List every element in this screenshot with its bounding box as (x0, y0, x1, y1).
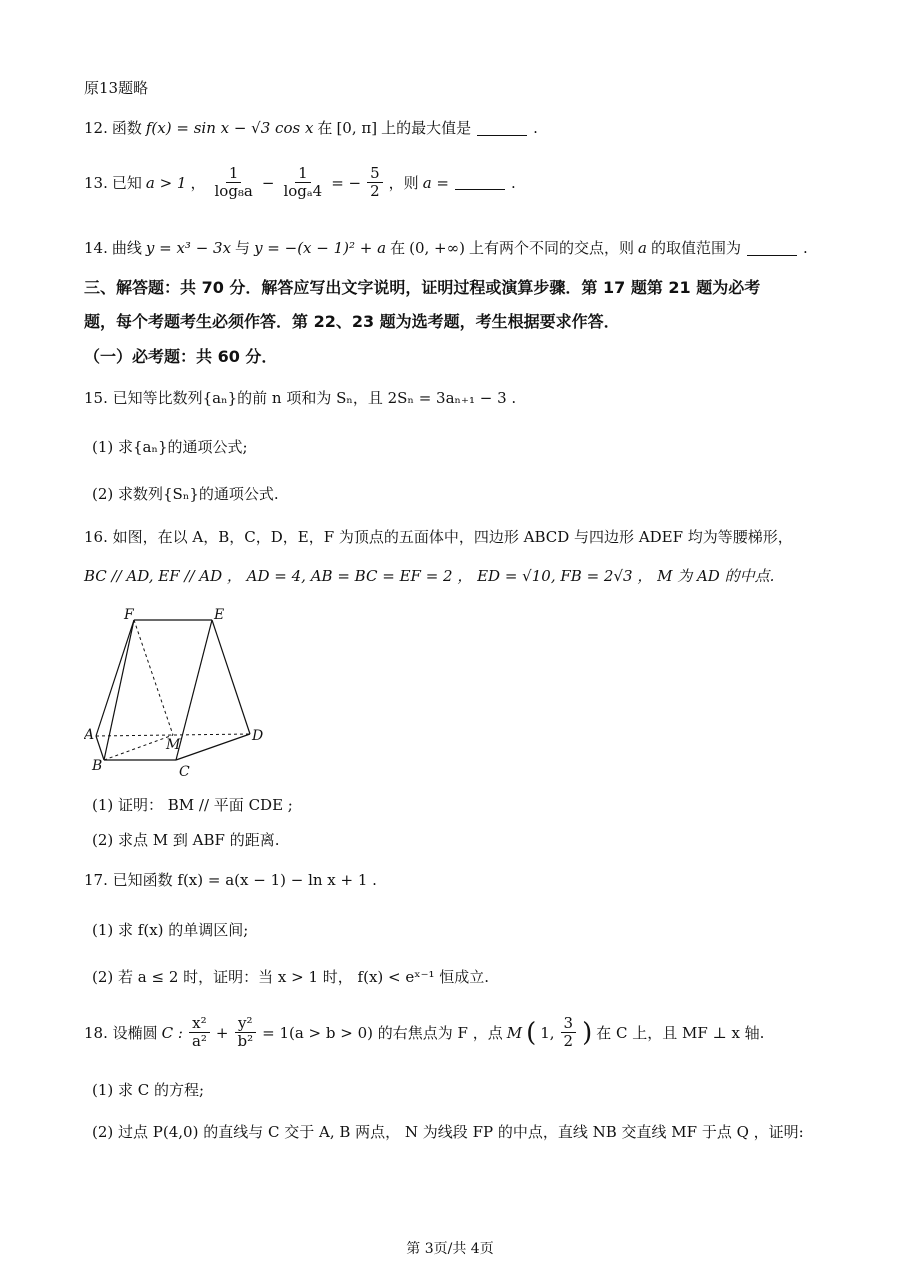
q12-number: 12. (84, 119, 108, 137)
q13-end: . (510, 173, 516, 192)
q18-ellipse-name: C : (161, 1023, 183, 1042)
q18-point-name: M (506, 1023, 523, 1042)
vertex-label-m: M (166, 737, 181, 753)
fraction-numerator: x² (189, 1015, 209, 1033)
question-16: 16. 如图，在以 A，B，C，D，E，F 为顶点的五面体中，四边形 ABCD 与四边形 ADEF 均为等腰梯形， (84, 528, 793, 546)
part-heading: （一）必考题：共 60 分． (84, 347, 278, 366)
q14-number: 14. (84, 239, 108, 257)
question-16-part-2: (2) 求点 M 到 ABF 的距离. (92, 831, 280, 849)
fraction-denominator: a² (191, 1032, 207, 1050)
question-14 (84, 238, 808, 258)
right-paren: ) (582, 1017, 593, 1048)
pentahedron-diagram (84, 606, 284, 781)
section-heading: 三、解答题：共 70 分．解答应写出文字说明，证明过程或演算步骤．第 17 题第 21 题为必考 (84, 278, 761, 297)
q14-mid: 与 (235, 239, 251, 257)
fraction-denominator: logₐ4 (283, 182, 323, 200)
question-12 (84, 118, 538, 138)
left-paren: ( (526, 1017, 537, 1048)
question-18-part-1: (1) 求 C 的方程; (92, 1081, 205, 1099)
minus-sign: − (261, 173, 275, 192)
fraction (189, 1015, 210, 1050)
answer-blank[interactable] (477, 121, 527, 136)
q12-end: . (533, 119, 538, 137)
vertex-label-a: A (84, 727, 95, 743)
answer-blank[interactable] (455, 175, 505, 190)
vertex-label-f: F (124, 607, 134, 623)
q13-tail: ，则 (388, 173, 419, 192)
q13-comma: ， (190, 173, 206, 192)
question-17: 17. 已知函数 f(x) = a(x − 1) − ln x + 1 . (84, 871, 377, 889)
q14-tail: 上有两个不同的交点，则 (468, 239, 634, 257)
fraction (234, 1015, 256, 1050)
fraction-numerator: 1 (226, 165, 242, 183)
question-13 (84, 165, 516, 200)
equals-sign: = − (331, 173, 362, 192)
fraction-denominator: log₈a (214, 182, 253, 200)
q14-variable: a (637, 239, 647, 257)
header-note: 原13题略 (84, 79, 149, 97)
q14-curve-2: y = −(x − 1)² + a (254, 239, 387, 257)
plus-sign: + (215, 1023, 229, 1042)
fraction (280, 165, 325, 200)
vertex-label-d: D (252, 728, 264, 744)
fraction (211, 165, 255, 200)
q13-condition: a > 1 (145, 173, 187, 192)
question-17-part-2: (2) 若 a ≤ 2 时，证明：当 x > 1 时， f(x) < eˣ⁻¹ 恒成立. (92, 968, 490, 986)
q18-pre: 18. 设椭圆 (84, 1023, 158, 1042)
fraction-numerator: 1 (295, 165, 311, 183)
question-17-part-1: (1) 求 f(x) 的单调区间; (92, 921, 249, 939)
question-16-conditions: BC // AD, EF // AD ， AD = 4, AB = BC = EF = 2 ， ED = √10, FB = 2√3 ， M 为 AD 的中点. (84, 567, 775, 585)
fraction-numerator: y² (235, 1015, 256, 1033)
q14-text: 曲线 (111, 239, 142, 257)
question-15: 15. 已知等比数列{aₙ}的前 n 项和为 Sₙ，且 2Sₙ = 3aₙ₊₁ − 3 . (84, 389, 517, 407)
question-16-part-1: (1) 证明： BM // 平面 CDE ; (92, 796, 293, 814)
q12-interval: [0, π] (336, 119, 378, 137)
question-18-part-2: (2) 过点 P(4,0) 的直线与 C 交于 A, B 两点， N 为线段 FP 的中点，直线 NB 交直线 MF 于点 Q ，证明: (92, 1123, 804, 1141)
vertex-label-c: C (179, 764, 190, 780)
q12-function: f(x) = sin x − √3 cos x (145, 119, 314, 137)
pentahedron-figure (84, 606, 284, 785)
q12-tail: 上的最大值是 (381, 119, 472, 137)
q13-variable: a = (422, 173, 449, 192)
page-footer: 第 3页/共 4页 (406, 1241, 494, 1257)
fraction-denominator: 2 (563, 1032, 574, 1050)
q13-pre: 已知 (111, 173, 142, 192)
answer-blank[interactable] (747, 241, 797, 256)
q14-curve-1: y = x³ − 3x (145, 239, 232, 257)
fraction-numerator: 3 (561, 1015, 577, 1033)
q14-interval: (0, +∞) (409, 239, 465, 257)
question-18 (84, 1015, 764, 1050)
fraction-denominator: 2 (370, 182, 380, 200)
q18-equation-tail: = 1(a > b > 0) 的右焦点为 F ，点 (262, 1023, 503, 1042)
q13-number: 13. (84, 173, 108, 192)
fraction-numerator: 5 (367, 165, 383, 183)
vertex-label-b: B (92, 758, 103, 774)
fraction (367, 165, 383, 200)
vertex-label-e: E (214, 607, 225, 623)
question-15-part-2: (2) 求数列{Sₙ}的通项公式. (92, 485, 279, 503)
question-15-part-1: (1) 求{aₙ}的通项公式; (92, 438, 248, 456)
q18-tail: 在 C 上，且 MF ⊥ x 轴. (596, 1023, 765, 1042)
q12-text: 函数 (111, 119, 142, 137)
fraction-denominator: b² (237, 1032, 254, 1050)
q14-tail2: 的取值范围为 (650, 239, 741, 257)
q14-mid2: 在 (390, 239, 406, 257)
q18-point-x: 1, (540, 1023, 555, 1042)
section-heading-cont: 题，每个考题考生必须作答．第 22、23 题为选考题，考生根据要求作答． (84, 312, 620, 331)
q12-mid: 在 (317, 119, 333, 137)
fraction (561, 1015, 577, 1050)
q14-end: . (802, 239, 808, 257)
